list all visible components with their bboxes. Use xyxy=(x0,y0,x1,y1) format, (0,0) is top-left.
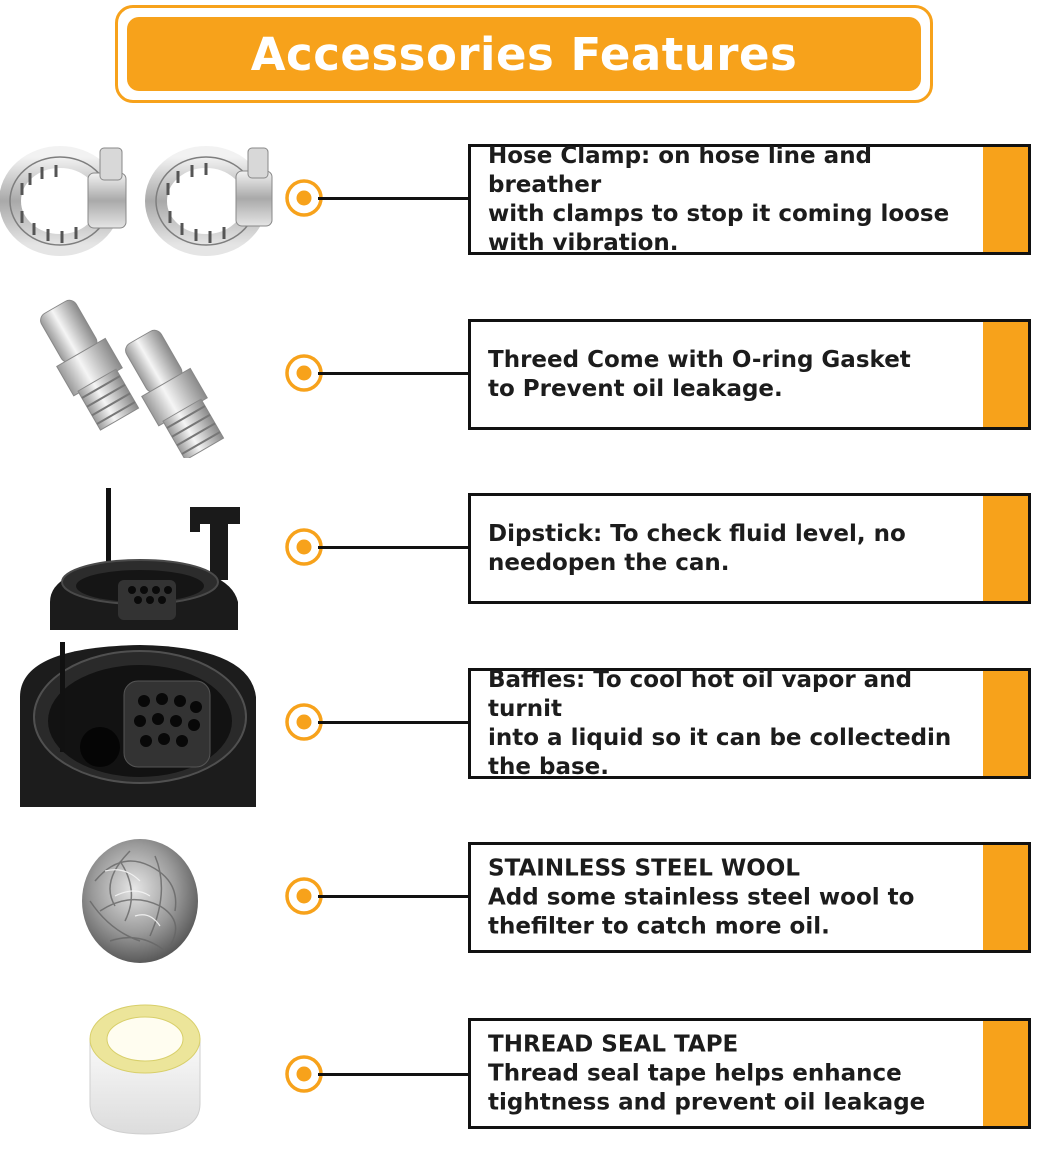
feature-text: Baffles: To cool hot oil vapor and turnit into a liquid so it can be collectedin the base. xyxy=(488,666,952,780)
title-banner xyxy=(115,5,933,103)
feature-row-steel-wool xyxy=(0,811,1038,981)
feature-row-fitting xyxy=(0,288,1038,458)
feature-text: Hose Clamp: on hose line and breather with clamps to stop it coming loose with vibration. xyxy=(488,142,950,256)
feature-text: STAINLESS STEEL WOOL Add some stainless steel wool to thefilter to catch more oil. xyxy=(488,855,915,939)
baffle-icon xyxy=(0,637,285,807)
card-accent-bar xyxy=(983,322,1028,427)
card-accent-bar xyxy=(983,671,1028,776)
feature-row-hose-clamp xyxy=(0,113,1038,283)
connector-line xyxy=(318,546,470,549)
feature-card xyxy=(468,668,1031,779)
feature-card xyxy=(468,1018,1031,1129)
hose-clamp-icon xyxy=(0,113,285,283)
feature-text: THREAD SEAL TAPE Thread seal tape helps enhance tightness and prevent oil leakage xyxy=(488,1031,926,1115)
card-accent-bar xyxy=(983,496,1028,601)
card-accent-bar xyxy=(983,147,1028,252)
card-accent-bar xyxy=(983,845,1028,950)
connector-line xyxy=(318,197,470,200)
connector-line xyxy=(318,372,470,375)
steel-wool-icon xyxy=(0,811,285,981)
card-accent-bar xyxy=(983,1021,1028,1126)
connector-line xyxy=(318,1073,470,1076)
page-title: Accessories Features xyxy=(250,27,798,81)
feature-row-dipstick xyxy=(0,462,1038,632)
feature-row-seal-tape xyxy=(0,984,1038,1154)
feature-text: Dipstick: To check fluid level, no needopen the can. xyxy=(488,520,906,576)
fitting-icon xyxy=(0,288,285,458)
feature-card xyxy=(468,842,1031,953)
connector-line xyxy=(318,721,470,724)
dipstick-icon xyxy=(0,462,285,632)
title-banner-fill xyxy=(127,17,921,91)
feature-card xyxy=(468,319,1031,430)
feature-card xyxy=(468,493,1031,604)
feature-text: Threed Come with O-ring Gasket to Prevent oil leakage. xyxy=(488,346,911,402)
feature-card xyxy=(468,144,1031,255)
feature-row-baffles xyxy=(0,637,1038,807)
seal-tape-icon xyxy=(0,984,285,1154)
connector-line xyxy=(318,895,470,898)
